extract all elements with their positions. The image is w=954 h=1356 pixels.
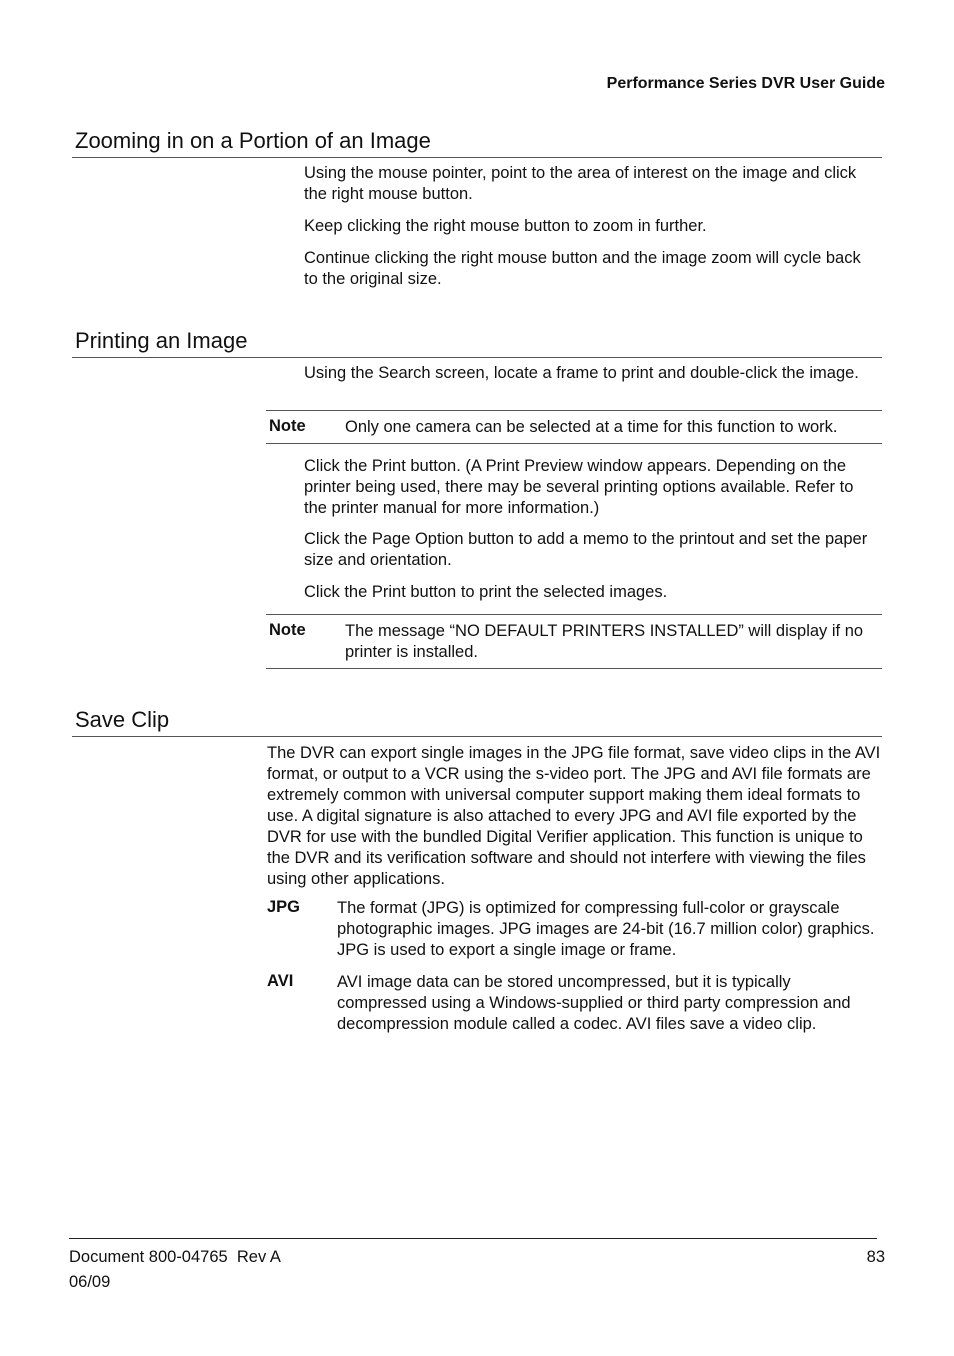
running-header: Performance Series DVR User Guide xyxy=(606,75,885,92)
term-jpg: JPG xyxy=(267,898,301,916)
note-rule-bottom xyxy=(266,668,882,669)
print-step-4: Click the Print button to print the selected images. xyxy=(304,583,668,601)
section-rule xyxy=(72,357,882,358)
note-rule-top xyxy=(266,410,882,411)
note-label: Note xyxy=(269,621,306,639)
note-rule-bottom xyxy=(266,443,882,444)
term-avi-definition: AVI image data can be stored uncompressed, but it is typically compressed using a Windows-supplied or third party compression and decompression module called a codec. AVI files save a video clip. xyxy=(337,973,851,1033)
section-rule xyxy=(72,736,882,737)
note-text: The message “NO DEFAULT PRINTERS INSTALLED” will display if no printer is installed. xyxy=(345,622,864,661)
page-number: 83 xyxy=(866,1248,885,1266)
section-title-save: Save Clip xyxy=(75,707,170,732)
term-avi: AVI xyxy=(267,972,294,990)
save-intro: The DVR can export single images in the JPG file format, save video clips in the AVI format, or output to a VCR using the s-video port. The JPG and AVI file formats are extremely common with universal computer support making them ideal formats to use. A digital signature is also attached to every JPG and AVI file exported by the DVR for use with the bundled Digital Verifier application. This function is unique to the DVR and its verification software and should not interfere with viewing the files using other applications. xyxy=(267,744,881,888)
zoom-step-1: Using the mouse pointer, point to the area of interest on the image and click the right mouse button. xyxy=(304,164,857,203)
note-label: Note xyxy=(269,417,306,435)
note-text: Only one camera can be selected at a time for this function to work. xyxy=(345,418,838,436)
note-rule-top xyxy=(266,614,882,615)
section-title-zoom: Zooming in on a Portion of an Image xyxy=(75,128,431,153)
footer-rule xyxy=(69,1238,877,1239)
term-jpg-definition: The format (JPG) is optimized for compressing full-color or grayscale photographic images. JPG images are 24-bit (16.7 million color) graphics. JPG is used to export a single image or frame. xyxy=(337,899,875,959)
zoom-step-3: Continue clicking the right mouse button and the image zoom will cycle back to the original size. xyxy=(304,249,861,288)
print-step-1: Using the Search screen, locate a frame to print and double-click the image. xyxy=(304,364,859,382)
print-step-2: Click the Print button. (A Print Preview window appears. Depending on the printer being used, there may be several printing options available. Refer to the printer manual for more information.) xyxy=(304,457,854,517)
print-step-3: Click the Page Option button to add a memo to the printout and set the paper size and orientation. xyxy=(304,530,868,569)
footer-document: Document 800-04765 Rev A xyxy=(69,1248,281,1266)
footer-date: 06/09 xyxy=(69,1273,111,1291)
section-title-print: Printing an Image xyxy=(75,328,248,353)
section-rule xyxy=(72,157,882,158)
zoom-step-2: Keep clicking the right mouse button to zoom in further. xyxy=(304,217,707,235)
